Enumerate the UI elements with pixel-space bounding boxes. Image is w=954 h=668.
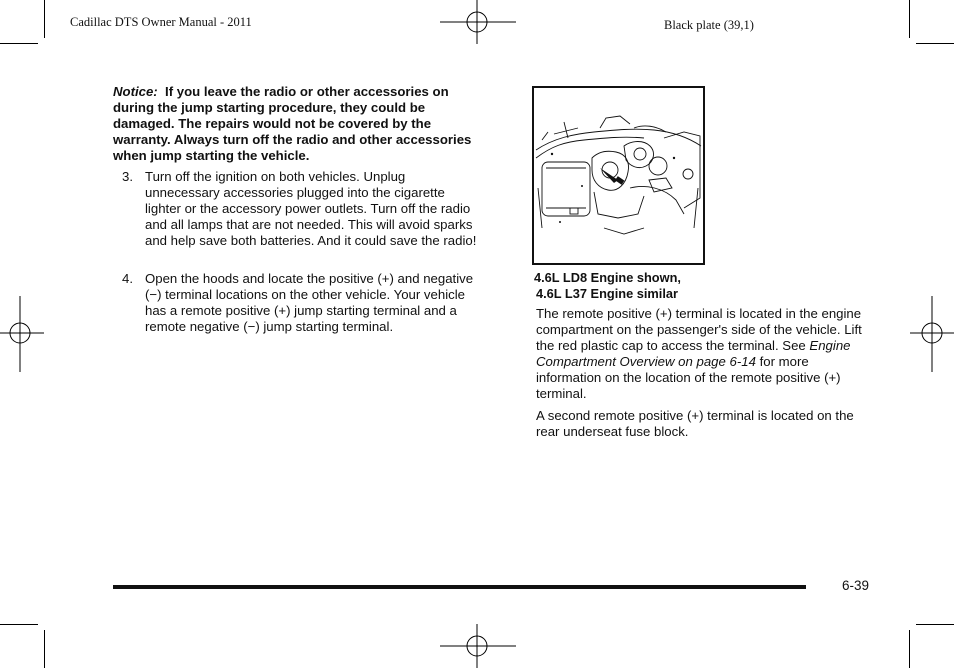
engine-drawing (534, 88, 703, 263)
figure-caption (534, 270, 774, 302)
footer-rule (113, 585, 806, 589)
step-text: Open the hoods and locate the positive (+) and negative (−) terminal locations on the other vehicle. Your vehicle has a remote positive (+) jump starting terminal and a remote negative (−) jump starting terminal. (145, 271, 474, 334)
page-number: 6-39 (842, 578, 870, 593)
caption-line-1: 4.6L LD8 Engine shown, (534, 270, 681, 285)
step-number: 4. (122, 271, 133, 286)
paragraph-text: The remote positive (+) terminal is located in the engine compartment on the passenger's side of the vehicle. Lift the red plastic cap to access the terminal. See (536, 306, 862, 353)
registration-mark-left (0, 296, 44, 372)
remote-terminal-paragraph (536, 306, 871, 402)
step-number: 3. (122, 169, 133, 184)
notice-label: Notice: (113, 84, 158, 99)
header-manual-title: Cadillac DTS Owner Manual - 2011 (70, 15, 252, 29)
step-4 (122, 271, 482, 335)
registration-mark-bottom (440, 624, 516, 668)
registration-mark-top (440, 0, 516, 44)
second-terminal-paragraph: A second remote positive (+) terminal is located on the rear underseat fuse block. (536, 408, 854, 439)
notice-block (113, 84, 473, 164)
notice-text: If you leave the radio or other accessories on during the jump starting procedure, they could be damaged. The repairs would not be covered by the warranty. Always turn off the radio and other accessories when jump starting the vehicle. (113, 84, 472, 163)
cross-reference-link[interactable]: Engine Compartment Overview on page 6‑14 (536, 338, 851, 369)
paragraph-text: for more information on the location of the remote positive (+) terminal. (536, 354, 841, 401)
registration-mark-right (910, 296, 954, 372)
caption-line-2: 4.6L L37 Engine similar (536, 286, 679, 301)
header-plate-info: Black plate (39,1) (664, 18, 754, 32)
step-text: Turn off the ignition on both vehicles. Unplug unnecessary accessories plugged into the cigarette lighter or the accessory power outlets. Turn off the radio and all lamps that are not needed. This will avoid sparks and help save both batteries. And it could save the radio! (145, 169, 477, 248)
engine-compartment-illustration (532, 86, 705, 265)
step-3 (122, 169, 482, 249)
